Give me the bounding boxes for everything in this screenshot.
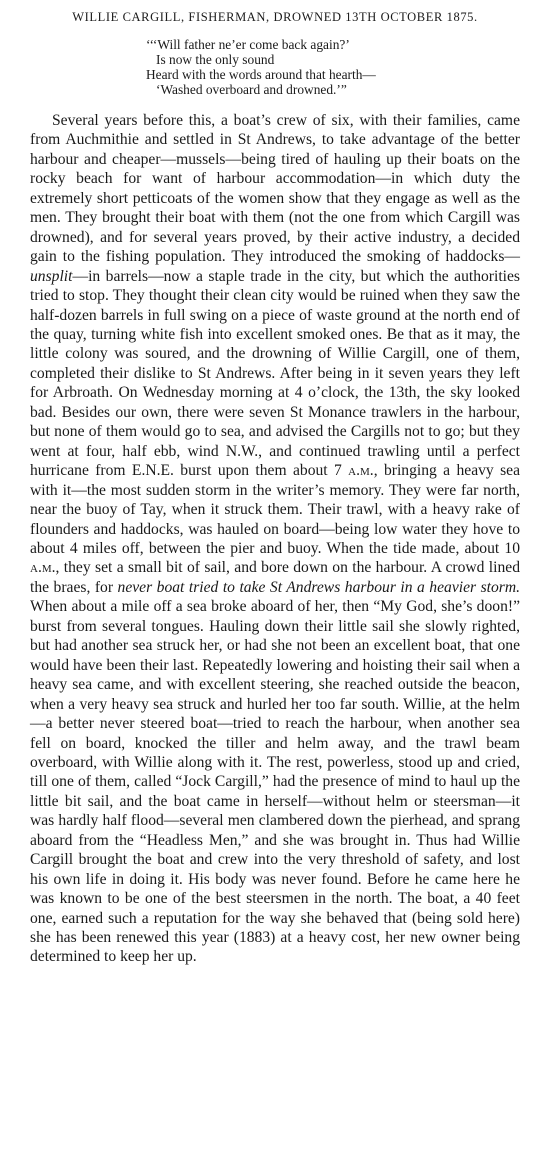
- verse-line: ‘Washed overboard and drowned.’”: [156, 82, 347, 97]
- verse-line: Heard with the words around that hearth—: [146, 67, 376, 82]
- verse-quotation: [146, 37, 520, 97]
- verse-line: ‘‘‘Will father ne’er come back again?’: [146, 37, 350, 52]
- body-text-segment: —in barrels—now a staple trade in the city, but which the authorities tried to stop. They thought their clean city would be ruined when they saw the half-dozen barrels in full swing on a piece of waste ground at the north end of the quay, turning white fish into excellent smoked ones. Be that as it may, the little colony was soured, and the drowning of Willie Cargill, one of them, completed their dislike to St Andrews. After being in it seven years they left for Arbroath. On Wednesday morning at 4 o’clock, the 13th, the sky looked bad. Besides our own, there were seven St Monance trawlers in the harbour, but none of them would go to sea, and advised the Cargills not to go; but they went at four, half ebb, wind N.W., and continued trawling until a perfect hurricane from E.N.E. burst upon them about 7: [30, 267, 520, 480]
- body-text-italic: never boat tried to take St Andrews harbour in a heavier storm.: [117, 578, 520, 596]
- body-text-segment: When about a mile off a sea broke aboard of her, then “My God, she’s doon!” burst from several tongues. Hauling down their little sail she slowly righted, but had another sea struck her, or had she not been an excellent boat, that one would have been their last. Repeatedly lowering and hoisting their sail when a heavy sea came, and with excellent steering, she reached outside the beacon, when a very heavy sea struck and hurled her too far south. Willie, at the helm—a better never steered boat—tried to reach the harbour, when another sea fell on board, knocked the tiller and helm away, and the trawl beam overboard, with Willie along with it. The rest, powerless, stood up and cried, till one of them, called “Jock Cargill,” had the presence of mind to haul up the little bit sail, and the boat came in herself—without helm or steersman—it was hardly half flood—several men clambered down the pierhead, and sprang aboard from the “Headless Men,” and she was brought in. Thus had Willie Cargill brought the boat and crew into the very threshold of safety, and lost his own life in doing it. His body was never found. Before he came here he was known to be one of the best steersmen in the north. The boat, a 40 feet one, earned such a reputation for the way she behaved that (being sold here) she has been renewed this year (1883) at a heavy cost, her new owner being determined to keep her up.: [30, 598, 520, 966]
- body-text-time: a.m.: [30, 559, 56, 577]
- page-title: WILLIE CARGILL, FISHERMAN, DROWNED 13TH OCTOBER 1875.: [72, 10, 478, 24]
- body-text-italic: unsplit: [30, 267, 73, 285]
- body-text-time: a.m.: [348, 462, 374, 480]
- verse-line: Is now the only sound: [156, 52, 275, 67]
- body-text-segment: Several years before this, a boat’s crew of six, with their families, came from Auchmithie and settled in St Andrews, to take advantage of the better harbour and cheaper—mussels—being tired of hauling up their boats on the rocky beach for want of harbour accommodation—in which duty the extremely short petticoats of the women show that they engage as well as the men. They brought their boat with them (not the one from which Cargill was drowned), and for several years proved, by their active industry, a decided gain to the fishing population. They introduced the smoking of haddocks—: [30, 112, 520, 266]
- body-text-segment: , they set a small bit of sail, and bore down on the harbour. A crowd lined the braes, for: [30, 559, 520, 596]
- body-text-segment: , bringing a heavy sea with it—the most sudden storm in the writer’s memory. They were far north, near the buoy of Tay, when it struck them. Their trawl, with a heavy rake of flounders and haddocks, was hauled on board—being low water they hove to about 4 miles off, between the pier and buoy. When the tide made, about 10: [30, 462, 520, 557]
- body-paragraph: [30, 111, 520, 967]
